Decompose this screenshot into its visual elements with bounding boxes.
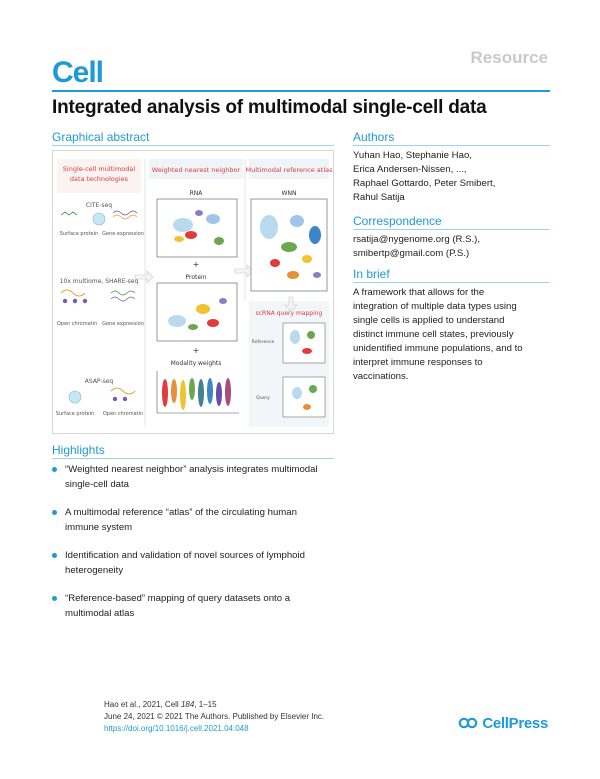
title-technologies-2: data technologies bbox=[69, 175, 129, 183]
correspondence-heading: Correspondence bbox=[353, 214, 442, 228]
authors-heading: Authors bbox=[353, 130, 395, 144]
violin bbox=[171, 379, 177, 403]
umap-cluster bbox=[195, 210, 203, 216]
citation-date: June 24, 2021 © 2021 The Authors. Published by Elsevier Inc. bbox=[104, 712, 325, 721]
authors-line: Raphael Gottardo, Peter Smibert, bbox=[353, 178, 496, 189]
tech-label-1: CITE-seq bbox=[85, 202, 113, 209]
umap-cluster bbox=[309, 385, 317, 393]
violin bbox=[180, 380, 186, 410]
tech-label-2: 10x multiome, SHARE-seq bbox=[59, 278, 139, 285]
title-wnn: Weighted nearest neighbor bbox=[151, 166, 241, 174]
nucleosome-icon bbox=[113, 397, 117, 401]
chromatin-icon bbox=[61, 290, 85, 296]
violin bbox=[207, 378, 213, 404]
doi-link[interactable]: https://doi.org/10.1016/j.cell.2021.04.048 bbox=[104, 724, 249, 733]
umap-cluster bbox=[307, 331, 315, 339]
authors-list bbox=[353, 149, 553, 205]
mapping-label-reference: Reference bbox=[251, 340, 275, 345]
wnn-label-plus-2: + bbox=[192, 346, 200, 355]
cellpress-mark-icon bbox=[458, 714, 478, 732]
in-brief-line: unidentified immune populations, and to bbox=[353, 343, 523, 354]
highlight-line: heterogeneity bbox=[65, 565, 124, 576]
highlight-item bbox=[52, 548, 352, 578]
cell-icon bbox=[93, 213, 105, 225]
in-brief-line: single cells is applied to understand bbox=[353, 315, 505, 326]
authors-line: Erica Andersen-Nissen, ..., bbox=[353, 164, 467, 175]
title-atlas: Multimodal reference atlas bbox=[245, 166, 333, 174]
modality-label-2: Gene expression bbox=[102, 231, 144, 237]
title-technologies-1: Single-cell multimodal bbox=[62, 165, 136, 173]
umap-cluster bbox=[290, 215, 304, 227]
highlight-line: Identification and validation of novel sources of lymphoid bbox=[65, 550, 305, 561]
violin bbox=[216, 382, 222, 406]
nucleosome-icon bbox=[83, 299, 87, 303]
protein-umap-panel bbox=[157, 283, 237, 341]
umap-cluster bbox=[292, 387, 302, 399]
umap-cluster bbox=[260, 215, 278, 239]
umap-cluster bbox=[214, 237, 224, 245]
query-umap-panel bbox=[283, 377, 325, 417]
umap-cluster bbox=[206, 214, 220, 224]
bullet-icon bbox=[52, 510, 57, 515]
umap-cluster bbox=[281, 242, 297, 252]
authors-line: Rahul Satija bbox=[353, 192, 405, 203]
violin bbox=[225, 378, 231, 406]
umap-cluster bbox=[290, 330, 300, 344]
violin bbox=[162, 379, 168, 407]
antibody-icon bbox=[61, 212, 77, 215]
violin bbox=[198, 379, 204, 407]
authors-line: Yuhan Hao, Stephanie Hao, bbox=[353, 150, 472, 161]
nucleosome-icon bbox=[123, 397, 127, 401]
correspondence-rule bbox=[353, 229, 550, 230]
citation-block bbox=[104, 699, 324, 735]
umap-cluster bbox=[188, 324, 198, 330]
highlight-line: immune system bbox=[65, 522, 133, 533]
rna-strand-icon bbox=[113, 211, 137, 215]
graphical-abstract-figure bbox=[52, 150, 334, 434]
article-title: Integrated analysis of multimodal single-cell data bbox=[52, 97, 487, 118]
nucleosome-icon bbox=[63, 299, 67, 303]
rna-strand-icon bbox=[111, 291, 135, 295]
highlight-line: “Weighted nearest neighbor” analysis integrates multimodal bbox=[65, 464, 318, 475]
tech-label-3: ASAP-seq bbox=[84, 378, 114, 385]
in-brief-heading: In brief bbox=[353, 267, 390, 281]
reference-umap-panel bbox=[283, 323, 325, 363]
correspondence-email-1[interactable]: rsatija@nygenome.org (R.S.), bbox=[353, 234, 481, 245]
highlight-item bbox=[52, 505, 352, 535]
modality-label-3: Open chromatin bbox=[56, 321, 98, 327]
title-rule bbox=[52, 90, 550, 92]
section-type-label: Resource bbox=[470, 48, 548, 67]
mapping-title: scRNA query mapping bbox=[255, 310, 323, 317]
highlight-item bbox=[52, 462, 352, 492]
citation-prefix: Hao et al., 2021, Cell bbox=[104, 700, 181, 709]
in-brief-line: A framework that allows for the bbox=[353, 287, 485, 298]
highlights-list bbox=[52, 462, 352, 634]
modality-label-4: Gene expression bbox=[102, 321, 144, 327]
umap-cluster bbox=[207, 319, 219, 327]
highlight-line: multimodal atlas bbox=[65, 608, 135, 619]
umap-cluster bbox=[302, 255, 312, 263]
bullet-icon bbox=[52, 553, 57, 558]
umap-cluster bbox=[174, 236, 184, 242]
correspondence-emails bbox=[353, 233, 553, 261]
wnn-label-rna: RNA bbox=[189, 190, 203, 197]
correspondence-email-2[interactable]: smibertp@gmail.com (P.S.) bbox=[353, 248, 470, 259]
highlights-rule bbox=[52, 458, 334, 459]
wnn-label-plus: + bbox=[192, 260, 200, 269]
in-brief-rule bbox=[353, 282, 550, 283]
umap-cluster bbox=[270, 259, 280, 267]
umap-cluster bbox=[303, 404, 311, 410]
umap-cluster bbox=[302, 348, 312, 354]
atlas-umap-label: WNN bbox=[281, 190, 297, 197]
violin bbox=[189, 378, 195, 400]
umap-cluster bbox=[287, 271, 299, 279]
bullet-icon bbox=[52, 596, 57, 601]
wnn-label-weights: Modality weights bbox=[170, 360, 222, 367]
nucleosome-icon bbox=[73, 299, 77, 303]
umap-cluster bbox=[196, 304, 210, 314]
journal-logo: Cell bbox=[52, 56, 104, 89]
umap-cluster bbox=[168, 315, 186, 327]
rna-umap-panel bbox=[157, 199, 237, 257]
modality-label-5: Surface protein bbox=[55, 411, 95, 417]
in-brief-line: integration of multiple data types using bbox=[353, 301, 517, 312]
mapping-label-query: Query bbox=[256, 396, 270, 401]
wnn-label-protein: Protein bbox=[185, 274, 207, 281]
graphical-abstract-heading: Graphical abstract bbox=[52, 130, 150, 144]
highlight-line: “Reference-based” mapping of query datasets onto a bbox=[65, 593, 291, 604]
modality-label-1: Surface protein bbox=[59, 231, 99, 237]
bullet-icon bbox=[52, 467, 57, 472]
graphical-abstract-svg bbox=[53, 151, 335, 435]
umap-cluster bbox=[173, 218, 193, 232]
rna-strand-icon bbox=[111, 297, 135, 301]
umap-cluster bbox=[219, 298, 227, 304]
citation-volume: 184 bbox=[180, 700, 195, 709]
rna-strand-icon bbox=[113, 215, 137, 219]
highlights-heading: Highlights bbox=[52, 443, 105, 457]
authors-rule bbox=[353, 145, 550, 146]
in-brief-text bbox=[353, 286, 551, 384]
umap-cluster bbox=[185, 231, 197, 239]
modality-label-6: Open chromatin bbox=[102, 411, 144, 417]
highlight-line: A multimodal reference “atlas” of the circulating human bbox=[65, 507, 297, 518]
cellpress-wordmark: CellPress bbox=[482, 714, 548, 732]
graphical-abstract-rule bbox=[52, 145, 334, 146]
umap-cluster bbox=[309, 226, 321, 244]
chromatin-icon bbox=[111, 388, 135, 394]
in-brief-line: interpret immune responses to bbox=[353, 357, 483, 368]
citation-pages: , 1–15 bbox=[194, 700, 217, 709]
umap-cluster bbox=[313, 272, 321, 278]
cell-icon bbox=[69, 391, 81, 403]
arrow-icon bbox=[235, 265, 253, 277]
cellpress-logo bbox=[458, 714, 548, 732]
in-brief-line: distinct immune cell states, previously bbox=[353, 329, 514, 340]
in-brief-line: vaccinations. bbox=[353, 371, 409, 382]
citation-line bbox=[104, 699, 324, 711]
highlight-item bbox=[52, 591, 352, 621]
highlight-line: single-cell data bbox=[65, 479, 129, 490]
